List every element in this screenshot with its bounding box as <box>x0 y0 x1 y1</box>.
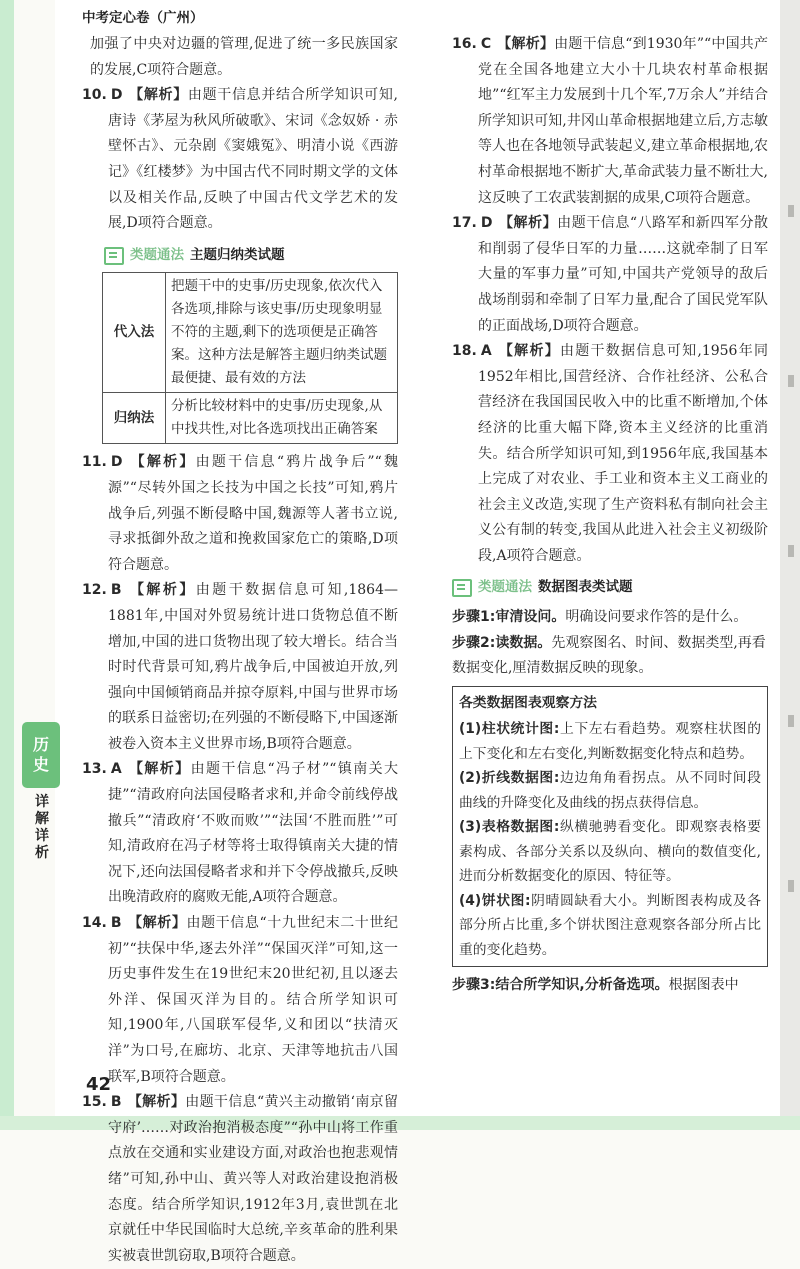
step-text: 根据图表中 <box>668 977 739 994</box>
analysis-text: 由题干信息“冯子材”“镇南关大捷”“清政府向法国侵略者求和,并命令前线停战撤兵”“清政府‘不败而败’”“法国‘不胜而胜’”可知,清政府在冯子材等将士取得镇南关大捷的情况下,还向法国侵略者求和并下令停战撤兵,反映出晚清政府的腐败无能,A项符合题意。 <box>108 761 398 906</box>
analysis-text: 由题干信息“黄兴主动撤销‘南京留守府’……对政治抱消极态度”“孙中山将工作重点放在交通和实业建设方面,对政治也抱悲观情绪”可知,孙中山、黄兴等人对政治建设抱消极态度。结合所学知识,1912年3月,袁世凯在北京就任中华民国临时大总统,辛亥革命的胜利果实被袁世凯窃取,B项符合题意。 <box>108 1094 399 1264</box>
step-label: 步骤2:读数据。 <box>452 634 552 651</box>
analysis-tag: 【解析】 <box>498 215 558 232</box>
analysis-text: 由题干信息“鸦片战争后”“魏源”“尽转外国之长技为中国之长技”可知,鸦片战争后,列强不断侵略中国,魏源等人著书立说,寻求抵御外敌之道和挽救国家危亡的策略,D项符合题意。 <box>108 454 398 573</box>
question-18 <box>452 339 768 569</box>
analysis-text: 由题干信息“到1930年”“中国共产党在全国各地建立大小十几块农村革命根据地”“红军主力发展到十几个军,7万余人”并结合所学知识可知,井冈山革命根据地建立后,方志敏等人也在各地领导武装起义,建立革命根据地,农村革命根据地不断扩大,革命武装力量不断壮大,这反映了工农武装割据的成果,C项符合题意。 <box>478 36 768 206</box>
question-number: 15. <box>82 1094 107 1111</box>
question-17 <box>452 211 768 339</box>
edge-mark <box>788 715 794 727</box>
question-number: 16. <box>452 36 477 52</box>
box-item <box>459 717 761 766</box>
answer-letter: D <box>110 87 123 104</box>
answer-letter: D <box>480 215 493 232</box>
analysis-tag: 【解析】 <box>127 761 191 778</box>
edge-mark <box>788 375 794 387</box>
box-item-text: 上下左右看趋势。观察柱状图的上下变化和左右变化,判断数据变化特点和趋势。 <box>459 721 762 762</box>
answer-letter: D <box>110 454 123 471</box>
question-number: 18. <box>452 343 477 360</box>
table-row <box>103 273 398 393</box>
question-number: 13. <box>82 761 107 778</box>
step-text: 明确设问要求作答的是什么。 <box>565 609 748 626</box>
answer-letter: B <box>110 582 122 599</box>
method-icon <box>452 579 472 597</box>
page-header: 中考定心卷（广州） <box>82 10 204 26</box>
methods-table-wrap <box>82 272 398 444</box>
box-item-text: 边边角角看拐点。从不同时间段曲线的升降变化及曲线的拐点获得信息。 <box>459 770 762 811</box>
question-14 <box>82 911 398 1090</box>
step-label: 步骤1:审清设问。 <box>452 609 566 626</box>
method-icon <box>104 247 124 265</box>
step-label: 步骤3:结合所学知识,分析备选项。 <box>452 977 669 994</box>
box-title: 各类数据图表观察方法 <box>459 694 597 711</box>
question-number: 14. <box>82 915 107 932</box>
right-column <box>452 32 768 999</box>
question-11 <box>82 450 398 578</box>
question-number: 17. <box>452 215 477 232</box>
section-label-char: 详 <box>35 828 49 844</box>
answer-letter: C <box>480 36 492 52</box>
method-tag: 类题通法 <box>130 246 184 263</box>
step-text: 先观察图名、时间、数据类型,再看数据变化,厘清数据反映的现象。 <box>452 634 766 677</box>
left-column <box>82 32 399 1264</box>
answer-letter: B <box>110 915 122 932</box>
methods-table <box>102 272 398 444</box>
step-2 <box>452 631 768 682</box>
method-tag: 类题通法 <box>478 579 532 596</box>
method-cell-desc: 把题干中的史事/历史现象,依次代入各选项,排除与该史事/历史现象明显不符的主题,剩下的选项便是正确答案。这种方法是解答主题归纳类试题最便捷、最有效的方法 <box>166 273 398 393</box>
box-item <box>459 815 761 889</box>
analysis-tag: 【解析】 <box>127 915 187 932</box>
section-label-char: 析 <box>35 845 49 861</box>
analysis-tag: 【解析】 <box>128 87 188 104</box>
page-edge-left <box>0 0 14 1130</box>
method-heading <box>452 575 768 601</box>
answer-letter: B <box>110 1094 122 1111</box>
step-3 <box>452 973 768 999</box>
box-item-label: (2)折线数据图: <box>459 770 560 787</box>
answer-letter: A <box>110 761 122 778</box>
box-item-text: 纵横驰骋看变化。即观察表格要素构成、各部分关系以及纵向、横向的数值变化,进而分析数据变化的原因、特征等。 <box>459 819 762 885</box>
question-16 <box>452 32 768 211</box>
method-cell-name: 归纳法 <box>103 393 166 444</box>
section-label-char: 详 <box>35 794 49 810</box>
chart-method-box <box>452 686 768 968</box>
edge-mark <box>788 545 794 557</box>
section-label <box>32 794 52 862</box>
page-edge-right <box>780 0 800 1130</box>
question-number: 11. <box>82 454 107 471</box>
box-item-label: (3)表格数据图: <box>459 819 560 836</box>
analysis-text: 由题干信息“十九世纪末二十世纪初”“扶保中华,逐去外洋”“保国灭洋”可知,这一历史事件发生在19世纪末20世纪初,且以逐去外洋、保国灭洋为目的。结合所学知识可知,1900年,八国联军侵华,义和团以“扶清灭洋”为口号,在廊坊、北京、天津等地抗击八国联军,B项符合题意。 <box>108 915 398 1085</box>
step-1 <box>452 605 768 631</box>
box-item <box>459 889 761 963</box>
box-item <box>459 766 761 815</box>
method-name: 主题归纳类试题 <box>190 246 285 263</box>
question-13 <box>82 757 398 911</box>
edge-mark <box>788 880 794 892</box>
section-label-char: 解 <box>35 811 49 827</box>
method-name: 数据图表类试题 <box>538 579 633 596</box>
question-number: 10. <box>82 87 107 104</box>
subject-tab <box>22 722 60 788</box>
method-cell-desc: 分析比较材料中的史事/历史现象,从中找共性,对比各选项找出正确答案 <box>166 393 398 444</box>
method-cell-name: 代入法 <box>103 273 166 393</box>
analysis-text: 由题干数据信息可知,1864—1881年,中国对外贸易统计进口货物总值不断增加,中国的进口货物出现了较大增长。结合当时时代背景可知,鸦片战争后,中国被迫开放,列强向中国倾销商品并掠夺原料,中国与世界市场的联系日益密切;在列强的不断侵略下,中国逐渐被卷入资本主义世界市场,B项符合题意。 <box>108 582 398 752</box>
analysis-tag: 【解析】 <box>128 454 196 471</box>
answer-letter: A <box>480 343 492 360</box>
question-15 <box>82 1090 399 1264</box>
method-heading <box>82 243 398 269</box>
analysis-tag: 【解析】 <box>127 582 196 599</box>
table-row <box>103 393 398 444</box>
analysis-tag: 【解析】 <box>497 36 555 52</box>
box-item-label: (4)饼状图: <box>459 892 531 909</box>
question-10 <box>82 83 398 237</box>
analysis-text: 由题干数据信息可知,1956年同1952年相比,国营经济、合作社经济、公私合营经济在我国国民收入中的比重不断增加,个体经济的比重大幅下降,资本主义经济的比重消失。结合所学知识可知,到1956年底,我国基本上完成了对农业、手工业和资本主义工商业的社会主义改造,实现了生产资料私有制向社会主义公有制的转变,我国从此进入社会主义初级阶段,A项符合题意。 <box>478 343 768 564</box>
subject-tab-char: 历 <box>32 735 49 754</box>
continued-text: 加强了中央对边疆的管理,促进了统一多民族国家的发展,C项符合题意。 <box>90 36 398 78</box>
analysis-text: 由题干信息并结合所学知识可知,唐诗《茅屋为秋风所破歌》、宋词《念奴娇 · 赤壁怀古》、元杂剧《窦娥冤》、明清小说《西游记》《红楼梦》为中国古代不同时期文学的文体以及相关作品,反映了中国古代文学艺术的发展,D项符合题意。 <box>108 87 398 232</box>
analysis-text: 由题干信息“八路军和新四军分散和削弱了侵华日军的力量……这就牵制了日军大量的军事力量”可知,中国共产党领导的敌后战场削弱和牵制了日军力量,配合了国民党军队的正面战场,D项符合题意。 <box>478 215 768 334</box>
edge-mark <box>788 205 794 217</box>
question-number: 12. <box>82 582 107 599</box>
page-number: 42 <box>86 1074 112 1095</box>
question-12 <box>82 578 398 757</box>
box-item-text: 阴晴圆缺看大小。判断图表构成及各部分所占比重,多个饼状图注意观察各部分所占比重的变化趋势。 <box>459 892 761 958</box>
analysis-tag: 【解析】 <box>497 343 560 360</box>
box-item-label: (1)柱状统计图: <box>459 721 560 738</box>
analysis-tag: 【解析】 <box>127 1094 186 1111</box>
subject-tab-char: 史 <box>32 755 49 774</box>
